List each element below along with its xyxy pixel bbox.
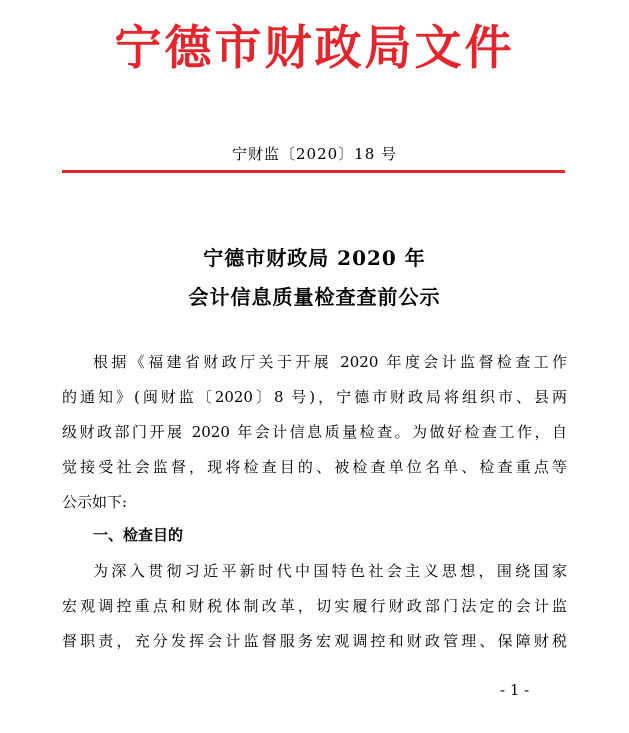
paragraph-2-line-3: 督职责，充分发挥会计监督服务宏观调控和财政管理、保障财税 (62, 632, 567, 650)
paragraph-2-line-1: 为深入贯彻习近平新时代中国特色社会主义思想，围绕国家 (93, 562, 567, 580)
paragraph-1-line-1: 根据《福建省财政厅关于开展 2020 年度会计监督检查工作 (93, 353, 567, 371)
paragraph-1-line-3: 级财政部门开展 2020 年会计信息质量检查。为做好检查工作，自 (62, 423, 567, 441)
paragraph-1-line-2: 的通知》(闽财监〔2020〕8 号)，宁德市财政局将组织市、县两 (62, 388, 567, 406)
notice-title-line-1: 宁德市财政局 2020 年 (203, 246, 426, 270)
document-number: 宁财监〔2020〕18 号 (231, 145, 398, 163)
paragraph-2-line-2: 宏观调控重点和财税体制改革，切实履行财政部门法定的会计监 (62, 597, 567, 615)
paragraph-1-line-5: 公示如下: (62, 493, 128, 511)
section-1-heading: 一、检查目的 (93, 526, 184, 544)
paragraph-1-line-4: 觉接受社会监督，现将检查目的、被检查单位名单、检查重点等 (62, 458, 567, 476)
notice-title-line-2: 会计信息质量检查查前公示 (188, 285, 441, 309)
page-number: - 1 - (500, 681, 530, 699)
masthead-title: 宁德市财政局文件 (114, 21, 515, 76)
red-divider-line (62, 170, 565, 173)
